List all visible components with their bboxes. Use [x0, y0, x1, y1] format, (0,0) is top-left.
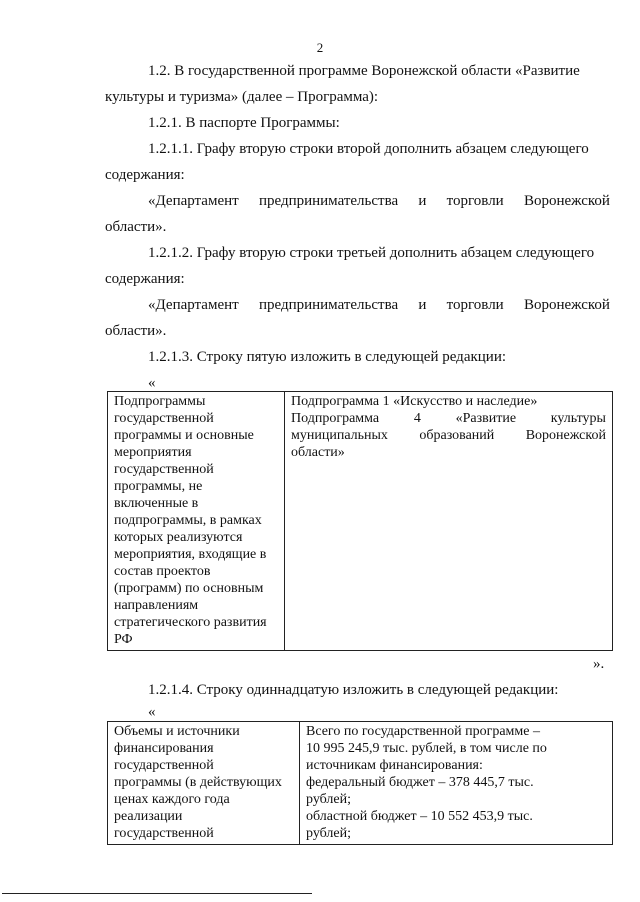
cell-word: Подпрограмма: [291, 411, 380, 426]
cell-justified-line: [291, 427, 606, 444]
quote-1-word: Воронежской: [523, 193, 610, 209]
paragraph-6: 1.2.1.4. Строку одиннадцатую изложить в следующей редакции:: [148, 682, 559, 698]
quote-1-word: «Департамент: [148, 193, 239, 209]
cell-line: направлениям: [114, 598, 199, 613]
quote-2-word: Воронежской: [523, 297, 610, 313]
paragraph-4-line-2: содержания:: [105, 271, 185, 287]
cell-line: области»: [291, 445, 345, 460]
cell-line: программы (в действующих: [114, 775, 282, 790]
quote-1-word: торговли: [446, 193, 504, 209]
quote-1-line-1: [148, 192, 610, 210]
cell-justified-line: [291, 410, 606, 427]
paragraph-1-line-1: 1.2. В государственной программе Воронежской области «Развитие: [148, 63, 580, 79]
cell-line: государственной: [114, 462, 214, 477]
table-2-left-cell: [108, 722, 300, 845]
paragraph-3-line-2: содержания:: [105, 167, 185, 183]
quote-2-word: торговли: [446, 297, 504, 313]
cell-line: Подпрограмма 1 «Искусство и наследие»: [291, 394, 538, 409]
cell-line: мероприятия, входящие в: [114, 547, 267, 562]
paragraph-5: 1.2.1.3. Строку пятую изложить в следующей редакции:: [148, 349, 507, 365]
close-quote-1: ».: [593, 656, 605, 672]
paragraph-4-line-1: 1.2.1.2. Графу вторую строки третьей дополнить абзацем следующего: [148, 245, 595, 261]
cell-word: образований: [419, 428, 495, 443]
cell-line: реализации: [114, 809, 183, 824]
table-2-right-cell: [300, 722, 613, 845]
cell-line: Объемы и источники: [114, 724, 240, 739]
cell-line: 10 995 245,9 тыс. рублей, в том числе по: [306, 741, 547, 756]
cell-line: подпрограммы, в рамках: [114, 513, 262, 528]
table-row-5: [107, 391, 613, 651]
cell-word: муниципальных: [291, 428, 388, 443]
cell-line: источникам финансирования:: [306, 758, 483, 773]
quote-1-word: и: [418, 193, 427, 209]
quote-2-word: «Департамент: [148, 297, 239, 313]
cell-line: программы и основные: [114, 428, 254, 443]
cell-word: Воронежской: [525, 428, 606, 443]
cell-line: мероприятия: [114, 445, 192, 460]
cell-line: стратегического развития: [114, 615, 267, 630]
paragraph-1-line-2: культуры и туризма» (далее – Программа):: [105, 89, 379, 105]
paragraph-2: 1.2.1. В паспорте Программы:: [148, 115, 340, 131]
cell-word: 4: [413, 411, 421, 426]
quote-2-word: предпринимательства: [258, 297, 399, 313]
table-row-11: [107, 721, 613, 845]
table-1-left-cell: [108, 392, 285, 651]
cell-word: культуры: [550, 411, 606, 426]
quote-2-line-1: [148, 296, 610, 314]
cell-line: государственной: [114, 758, 214, 773]
cell-line: Подпрограммы: [114, 394, 206, 409]
quote-2-word: и: [418, 297, 427, 313]
table-1-right-cell: [285, 392, 613, 651]
open-quote-2: «: [148, 704, 156, 720]
cell-line: рублей;: [306, 826, 351, 841]
cell-line: которых реализуются: [114, 530, 243, 545]
quote-2-line-2: области».: [105, 323, 167, 339]
cell-line: (программ) по основным: [114, 581, 264, 596]
cell-line: Всего по государственной программе –: [306, 724, 540, 739]
quote-1-line-2: области».: [105, 219, 167, 235]
cell-line: включенные в: [114, 496, 199, 511]
cell-word: «Развитие: [455, 411, 517, 426]
open-quote-1: «: [148, 375, 156, 391]
cell-line: состав проектов: [114, 564, 211, 579]
footer-rule: [2, 893, 312, 894]
quote-1-word: предпринимательства: [258, 193, 399, 209]
cell-line: финансирования: [114, 741, 214, 756]
cell-line: федеральный бюджет – 378 445,7 тыс.: [306, 775, 534, 790]
cell-line: государственной: [114, 411, 214, 426]
cell-line: областной бюджет – 10 552 453,9 тыс.: [306, 809, 533, 824]
page-number: 2: [316, 40, 324, 55]
cell-line: государственной: [114, 826, 214, 841]
cell-line: РФ: [114, 632, 133, 647]
paragraph-3-line-1: 1.2.1.1. Графу вторую строки второй дополнить абзацем следующего: [148, 141, 589, 157]
cell-line: рублей;: [306, 792, 351, 807]
cell-line: программы, не: [114, 479, 203, 494]
cell-line: ценах каждого года: [114, 792, 230, 807]
